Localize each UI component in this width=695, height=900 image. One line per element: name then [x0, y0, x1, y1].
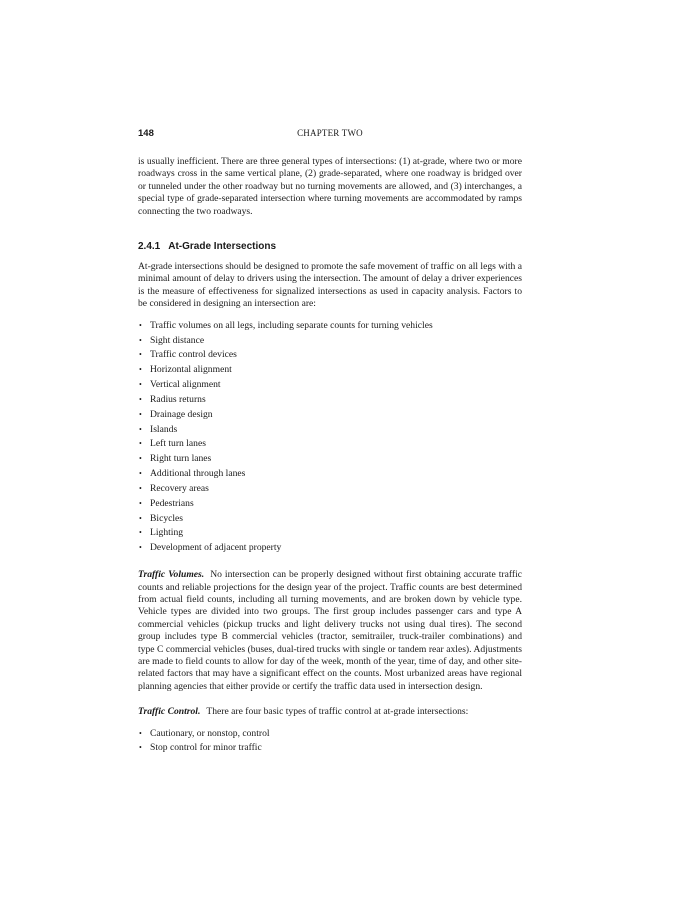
list-item: • Drainage design: [138, 408, 522, 423]
bullet-icon: •: [139, 498, 142, 508]
design-factors-list: [138, 319, 522, 557]
bullet-icon: •: [139, 380, 142, 390]
list-item: • Right turn lanes: [138, 452, 522, 467]
list-item: • Islands: [138, 423, 522, 438]
bullet-icon: •: [139, 424, 142, 434]
list-item: • Vertical alignment: [138, 378, 522, 393]
document-page: [138, 128, 522, 756]
page-number: 148: [138, 128, 154, 139]
list-item: • Development of adjacent property: [138, 541, 522, 556]
traffic-control-heading: Traffic Control.: [138, 706, 201, 718]
list-item: • Recovery areas: [138, 482, 522, 497]
traffic-volumes-text: No intersection can be properly designed without first obtaining accurate traffic counts and reliable projections for the design year of the project. Traffic counts are best determined from actual field counts, including all turning movements, and are broken down by vehicle type. Vehicle types are divided into two groups. The first group includes passenger cars and type A commercial vehicles (pickup trucks and light delivery trucks not using dual tires). The second group includes type B commercial vehicles (tractor, semitrailer, truck-trailer combinations) and type C commercial vehicles (buses, dual-tired trucks with single or tandem rear axles). Adjustments are made to field counts to allow for day of the week, month of the year, time of day, and other site-related factors that may have a significant effect on the counts. Most urbanized areas have regional planning agencies that either provide or certify the traffic data used in intersection design.: [138, 569, 523, 692]
list-item: • Radius returns: [138, 393, 522, 408]
bullet-icon: •: [139, 365, 142, 375]
chapter-title: CHAPTER TWO: [297, 128, 363, 138]
traffic-control-list: [138, 727, 522, 757]
list-item: • Stop control for minor traffic: [138, 741, 522, 756]
bullet-icon: •: [139, 528, 142, 538]
list-item: • Lighting: [138, 526, 522, 541]
list-item: • Horizontal alignment: [138, 363, 522, 378]
bullet-icon: •: [139, 513, 142, 523]
bullet-icon: •: [139, 454, 142, 464]
intro-paragraph: is usually inefficient. There are three general types of intersections: (1) at-grade, where two or more roadways cross in the same vertical plane, (2) grade-separated, where one roadway is bridged over or tunneled under the other roadway but no turning movements are allowed, and (3) interchanges, a special type of grade-separated intersection where turning movements are accommodated by ramps connecting the two roadways.: [138, 156, 522, 217]
bullet-icon: •: [139, 394, 142, 404]
section-intro-paragraph: At-grade intersections should be designed to promote the safe movement of traffic on all legs with a minimal amount of delay to drivers using the intersection. The amount of delay a driver experiences is the measure of effectiveness for signalized intersections as used in capacity analysis. Factors to be considered in designing an intersection are:: [138, 261, 522, 310]
traffic-volumes-paragraph: [138, 569, 522, 693]
bullet-icon: •: [139, 409, 142, 419]
bullet-icon: •: [139, 728, 142, 738]
bullet-icon: •: [139, 543, 142, 553]
list-item: • Cautionary, or nonstop, control: [138, 727, 522, 742]
section-title: At-Grade Intersections: [168, 241, 277, 253]
bullet-icon: •: [139, 469, 142, 479]
list-item: • Traffic volumes on all legs, including separate counts for turning vehicles: [138, 319, 522, 334]
list-item: • Pedestrians: [138, 497, 522, 512]
traffic-control-paragraph: [138, 706, 522, 718]
bullet-icon: •: [139, 335, 142, 345]
section-heading: [138, 240, 522, 253]
section-number: 2.4.1: [138, 241, 161, 253]
bullet-icon: •: [139, 320, 142, 330]
traffic-volumes-heading: Traffic Volumes.: [138, 569, 205, 581]
traffic-control-text: There are four basic types of traffic control at at-grade intersections:: [206, 706, 469, 718]
list-item: • Bicycles: [138, 512, 522, 527]
list-item: • Left turn lanes: [138, 437, 522, 452]
list-item: • Additional through lanes: [138, 467, 522, 482]
bullet-icon: •: [139, 350, 142, 360]
list-item: • Sight distance: [138, 334, 522, 349]
running-header: [138, 128, 522, 142]
bullet-icon: •: [139, 439, 142, 449]
bullet-icon: •: [139, 743, 142, 753]
list-item: • Traffic control devices: [138, 348, 522, 363]
bullet-icon: •: [139, 483, 142, 493]
